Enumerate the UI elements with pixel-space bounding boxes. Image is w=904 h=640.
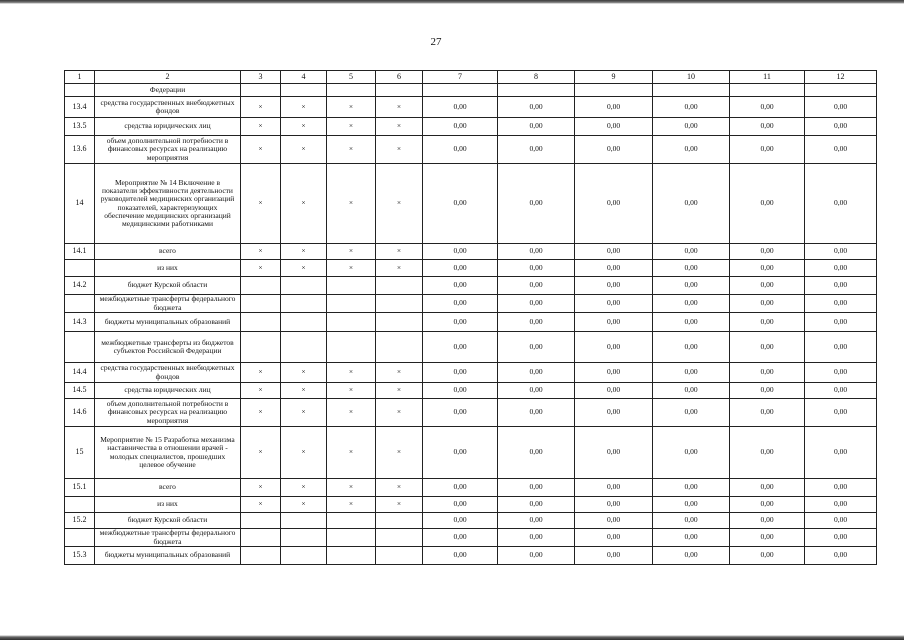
table-cell: × [376, 136, 423, 164]
table-cell: 0,00 [423, 332, 498, 363]
table-cell: 0,00 [653, 529, 730, 547]
table-cell: × [327, 427, 376, 479]
table-cell [281, 277, 327, 295]
row-number [65, 332, 95, 363]
row-name: межбюджетные трансферты федерального бюджета [95, 295, 241, 313]
table-cell [653, 84, 730, 97]
table-cell: 0,00 [498, 332, 575, 363]
table-cell: 0,00 [730, 295, 805, 313]
table-cell: 0,00 [575, 260, 653, 277]
table-cell [241, 277, 281, 295]
row-name: средства государственных внебюджетных фондов [95, 97, 241, 118]
table-row [65, 529, 877, 547]
row-number [65, 497, 95, 513]
table-cell: 0,00 [498, 313, 575, 332]
row-name: бюджет Курской области [95, 277, 241, 295]
table-cell [281, 84, 327, 97]
table-cell: 0,00 [805, 295, 877, 313]
table-row [65, 84, 877, 97]
table-cell: 0,00 [498, 260, 575, 277]
table-row [65, 479, 877, 497]
header-cell: 4 [281, 71, 327, 84]
table-cell: 0,00 [730, 427, 805, 479]
header-row [65, 71, 877, 84]
table-cell: 0,00 [730, 332, 805, 363]
row-number: 15.3 [65, 547, 95, 565]
table-row [65, 118, 877, 136]
row-number [65, 295, 95, 313]
scan-edge-bottom [0, 635, 904, 640]
table-row [65, 513, 877, 529]
table-cell: 0,00 [575, 295, 653, 313]
table-cell: 0,00 [423, 260, 498, 277]
row-number [65, 84, 95, 97]
table-row [65, 383, 877, 399]
table-cell: 0,00 [805, 479, 877, 497]
table-cell: 0,00 [730, 547, 805, 565]
table-cell: × [327, 97, 376, 118]
table-cell: 0,00 [805, 136, 877, 164]
table-cell: 0,00 [653, 313, 730, 332]
row-name: средства юридических лиц [95, 118, 241, 136]
table-cell [327, 332, 376, 363]
header-cell: 2 [95, 71, 241, 84]
table-cell [241, 84, 281, 97]
table-cell: × [327, 260, 376, 277]
table-cell [281, 547, 327, 565]
table-cell [241, 529, 281, 547]
table-cell: × [376, 427, 423, 479]
table-cell: × [327, 118, 376, 136]
table-cell: × [376, 399, 423, 427]
page-number: 27 [430, 36, 442, 48]
table-row [65, 260, 877, 277]
table-cell: 0,00 [730, 164, 805, 244]
table-cell: 0,00 [653, 547, 730, 565]
table-cell: 0,00 [498, 529, 575, 547]
table-cell: 0,00 [730, 260, 805, 277]
table-cell: 0,00 [498, 513, 575, 529]
table-cell: 0,00 [730, 399, 805, 427]
header-cell: 6 [376, 71, 423, 84]
table-cell: × [281, 136, 327, 164]
table-cell: 0,00 [653, 136, 730, 164]
row-number: 13.5 [65, 118, 95, 136]
row-number: 14.1 [65, 244, 95, 260]
table-cell: 0,00 [423, 136, 498, 164]
row-name: бюджеты муниципальных образований [95, 313, 241, 332]
table-cell: 0,00 [653, 164, 730, 244]
table-cell: × [376, 97, 423, 118]
table-row [65, 277, 877, 295]
table-cell: × [241, 497, 281, 513]
table-cell: 0,00 [805, 332, 877, 363]
table-cell [327, 313, 376, 332]
table-cell: 0,00 [498, 136, 575, 164]
table-row [65, 332, 877, 363]
table-cell: × [327, 363, 376, 383]
table-cell: 0,00 [730, 383, 805, 399]
table-cell: × [281, 260, 327, 277]
table-cell: 0,00 [805, 277, 877, 295]
table-cell: 0,00 [730, 313, 805, 332]
table-cell: × [376, 244, 423, 260]
table-cell: × [376, 260, 423, 277]
table-cell: × [241, 399, 281, 427]
table-cell: 0,00 [730, 513, 805, 529]
row-number: 14.6 [65, 399, 95, 427]
table-cell: 0,00 [575, 164, 653, 244]
table-cell: 0,00 [653, 399, 730, 427]
table-row [65, 164, 877, 244]
row-name: средства государственных внебюджетных фондов [95, 363, 241, 383]
table-cell [241, 295, 281, 313]
table-cell: × [327, 136, 376, 164]
table-cell: × [281, 164, 327, 244]
header-cell: 12 [805, 71, 877, 84]
table-cell [376, 84, 423, 97]
table-cell: × [376, 383, 423, 399]
table-cell [376, 332, 423, 363]
table-cell: 0,00 [498, 164, 575, 244]
table-cell [327, 277, 376, 295]
row-number: 13.6 [65, 136, 95, 164]
table-cell: 0,00 [498, 97, 575, 118]
header-cell: 8 [498, 71, 575, 84]
row-name: бюджеты муниципальных образований [95, 547, 241, 565]
header-cell: 1 [65, 71, 95, 84]
table-cell: 0,00 [805, 164, 877, 244]
table-cell: 0,00 [653, 332, 730, 363]
table-row [65, 97, 877, 118]
table-cell: 0,00 [575, 313, 653, 332]
table-cell: 0,00 [805, 513, 877, 529]
table-cell: × [281, 383, 327, 399]
table-cell: 0,00 [730, 479, 805, 497]
table-cell: 0,00 [575, 244, 653, 260]
table-cell: 0,00 [423, 363, 498, 383]
table-cell: 0,00 [575, 427, 653, 479]
row-name: межбюджетные трансферты федерального бюджета [95, 529, 241, 547]
table-cell: 0,00 [805, 313, 877, 332]
table-cell [376, 547, 423, 565]
table-cell: 0,00 [575, 136, 653, 164]
table-cell: 0,00 [498, 547, 575, 565]
table-cell: × [281, 97, 327, 118]
table-cell: 0,00 [653, 383, 730, 399]
table-cell: × [241, 363, 281, 383]
row-number: 13.4 [65, 97, 95, 118]
table-cell: 0,00 [423, 513, 498, 529]
table-cell: 0,00 [805, 427, 877, 479]
table-cell: 0,00 [575, 479, 653, 497]
table-cell: 0,00 [498, 118, 575, 136]
row-number [65, 529, 95, 547]
row-name: Мероприятие № 15 Разработка механизма наставничества в отношении врачей - молодых специалистов, прошедших целевое обучение [95, 427, 241, 479]
table-cell: × [241, 479, 281, 497]
table-cell [327, 513, 376, 529]
table-cell: 0,00 [805, 97, 877, 118]
table-cell [376, 277, 423, 295]
row-number: 14.3 [65, 313, 95, 332]
row-name: всего [95, 244, 241, 260]
table-cell: 0,00 [575, 277, 653, 295]
table-cell [805, 84, 877, 97]
row-name: всего [95, 479, 241, 497]
header-cell: 9 [575, 71, 653, 84]
table-cell: 0,00 [575, 399, 653, 427]
row-number: 14.4 [65, 363, 95, 383]
table-cell: 0,00 [805, 497, 877, 513]
table-cell: 0,00 [575, 497, 653, 513]
table-cell: 0,00 [423, 399, 498, 427]
table-cell [281, 313, 327, 332]
table-cell: 0,00 [730, 118, 805, 136]
table-row [65, 363, 877, 383]
table-cell: 0,00 [730, 97, 805, 118]
table-cell: 0,00 [575, 547, 653, 565]
table-cell: × [241, 118, 281, 136]
table-cell [376, 513, 423, 529]
table-cell: 0,00 [805, 260, 877, 277]
table-cell [327, 529, 376, 547]
table-cell: × [281, 479, 327, 497]
table-cell: 0,00 [575, 97, 653, 118]
table-cell: 0,00 [423, 497, 498, 513]
table-cell: 0,00 [423, 164, 498, 244]
table-cell: 0,00 [653, 244, 730, 260]
table-row [65, 497, 877, 513]
table-cell: × [241, 244, 281, 260]
table-cell [730, 84, 805, 97]
table-cell: 0,00 [498, 479, 575, 497]
table-cell [241, 332, 281, 363]
table-cell: 0,00 [423, 118, 498, 136]
table-cell: 0,00 [730, 497, 805, 513]
table-cell [281, 513, 327, 529]
row-number: 15.1 [65, 479, 95, 497]
table-cell: 0,00 [653, 427, 730, 479]
table-cell: 0,00 [805, 118, 877, 136]
table-cell: 0,00 [423, 313, 498, 332]
table-cell: 0,00 [805, 383, 877, 399]
table-cell: 0,00 [575, 513, 653, 529]
table-cell [327, 547, 376, 565]
table-row [65, 136, 877, 164]
table-cell: × [327, 479, 376, 497]
table-cell: 0,00 [653, 260, 730, 277]
table-cell [423, 84, 498, 97]
table-cell: × [241, 136, 281, 164]
table-cell [281, 332, 327, 363]
row-name: из них [95, 497, 241, 513]
row-name: Мероприятие № 14 Включение в показатели эффективности деятельности руководителей медицинских организаций показателей, характеризующих обеспечение медицинских организаций медицинскими работниками [95, 164, 241, 244]
table-cell: 0,00 [805, 529, 877, 547]
table-cell: 0,00 [423, 295, 498, 313]
table-cell [281, 529, 327, 547]
table-cell: 0,00 [653, 479, 730, 497]
table-cell: 0,00 [575, 529, 653, 547]
table-cell: 0,00 [423, 479, 498, 497]
table-cell [281, 295, 327, 313]
table-cell: 0,00 [653, 513, 730, 529]
table-cell: 0,00 [423, 547, 498, 565]
table-cell: × [376, 479, 423, 497]
table-cell: × [327, 164, 376, 244]
table-cell [575, 84, 653, 97]
table-cell: 0,00 [805, 363, 877, 383]
table-cell: 0,00 [423, 529, 498, 547]
table-row [65, 399, 877, 427]
table-cell: × [376, 363, 423, 383]
table-cell: 0,00 [423, 427, 498, 479]
table-cell: 0,00 [423, 244, 498, 260]
table-cell: 0,00 [498, 383, 575, 399]
table-cell: × [241, 164, 281, 244]
table-cell: 0,00 [498, 363, 575, 383]
table-cell: × [241, 260, 281, 277]
table-cell: × [281, 399, 327, 427]
table-cell: × [327, 497, 376, 513]
table-cell: 0,00 [498, 427, 575, 479]
table-cell: 0,00 [653, 363, 730, 383]
table-row [65, 313, 877, 332]
table-cell: 0,00 [805, 399, 877, 427]
header-cell: 5 [327, 71, 376, 84]
table-cell: × [376, 497, 423, 513]
table-cell: 0,00 [423, 277, 498, 295]
table-cell: × [281, 244, 327, 260]
header-cell: 3 [241, 71, 281, 84]
table-row [65, 427, 877, 479]
header-cell: 10 [653, 71, 730, 84]
row-name: средства юридических лиц [95, 383, 241, 399]
table-cell: 0,00 [730, 277, 805, 295]
table-cell: 0,00 [653, 497, 730, 513]
table-cell: × [241, 427, 281, 479]
table-cell [376, 295, 423, 313]
table-cell: 0,00 [498, 497, 575, 513]
table-cell: × [241, 97, 281, 118]
table-cell: 0,00 [730, 244, 805, 260]
table-cell [241, 547, 281, 565]
table-cell: × [376, 118, 423, 136]
row-name: Федерации [95, 84, 241, 97]
table-cell [241, 313, 281, 332]
row-number: 14 [65, 164, 95, 244]
table-cell: × [241, 383, 281, 399]
table-cell: 0,00 [653, 118, 730, 136]
row-number: 14.5 [65, 383, 95, 399]
header-cell: 11 [730, 71, 805, 84]
row-name: объем дополнительной потребности в финансовых ресурсах на реализацию мероприятия [95, 399, 241, 427]
table-cell: × [376, 164, 423, 244]
table-cell: × [281, 497, 327, 513]
table-cell [376, 529, 423, 547]
table-row [65, 244, 877, 260]
table-cell [498, 84, 575, 97]
table-cell: × [281, 118, 327, 136]
scan-edge-top [0, 0, 904, 4]
table-cell [376, 313, 423, 332]
table-cell: 0,00 [575, 383, 653, 399]
table-cell: 0,00 [575, 363, 653, 383]
table-cell: 0,00 [730, 529, 805, 547]
table-cell: 0,00 [653, 277, 730, 295]
row-name: объем дополнительной потребности в финансовых ресурсах на реализацию мероприятия [95, 136, 241, 164]
table-cell [327, 295, 376, 313]
row-name: межбюджетные трансферты из бюджетов субъектов Российской Федерации [95, 332, 241, 363]
row-number [65, 260, 95, 277]
header-cell: 7 [423, 71, 498, 84]
table-body [65, 84, 877, 565]
row-number: 14.2 [65, 277, 95, 295]
row-number: 15.2 [65, 513, 95, 529]
table-cell: 0,00 [805, 547, 877, 565]
table-row [65, 295, 877, 313]
table-cell: 0,00 [575, 118, 653, 136]
table-cell: 0,00 [653, 97, 730, 118]
table-cell: 0,00 [498, 277, 575, 295]
table-cell: 0,00 [423, 97, 498, 118]
table-row [65, 547, 877, 565]
table-cell: 0,00 [423, 383, 498, 399]
table-cell: × [281, 363, 327, 383]
row-name: бюджет Курской области [95, 513, 241, 529]
table-cell: 0,00 [653, 295, 730, 313]
table-cell: 0,00 [498, 399, 575, 427]
table-cell: 0,00 [730, 363, 805, 383]
table-cell [327, 84, 376, 97]
table-cell: 0,00 [498, 244, 575, 260]
table-cell: × [327, 383, 376, 399]
table-cell: 0,00 [805, 244, 877, 260]
table-cell: × [327, 399, 376, 427]
table-cell: × [281, 427, 327, 479]
table-cell [241, 513, 281, 529]
row-number: 15 [65, 427, 95, 479]
table-cell: 0,00 [575, 332, 653, 363]
row-name: из них [95, 260, 241, 277]
budget-table [64, 70, 877, 565]
table-cell: 0,00 [498, 295, 575, 313]
table-cell: × [327, 244, 376, 260]
table-cell: 0,00 [730, 136, 805, 164]
